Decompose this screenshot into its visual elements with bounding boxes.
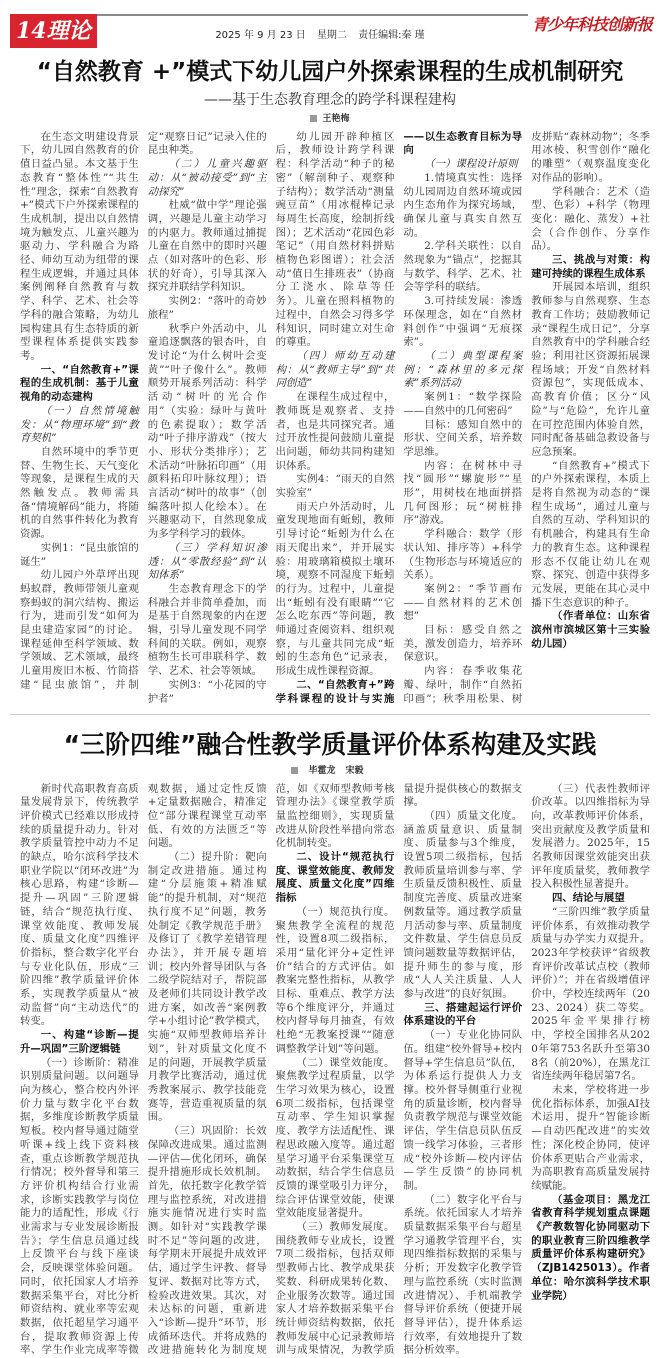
- newspaper-logo: 青少年科技创新报: [531, 15, 652, 34]
- paragraph: 2.学科关联性：以自然现象为“锚点”，挖掘其与数学、科学、艺术、社会等学科的联结。: [403, 240, 523, 294]
- subsection-heading: （二）儿童兴趣驱动：从“被动接受”到“主动探究”: [147, 158, 267, 198]
- section-heading: 一、“自然教育+”课程的生成机制：基于儿童视角的动态建构: [20, 363, 139, 404]
- paragraph: 学科融合：数学（形状认知、排序等）+科学（生物形态与环境适应的关系）。: [403, 528, 523, 582]
- paragraph: 杜威“做中学”理论强调，兴趣是儿童主动学习的内驱力。教师通过捕捉儿童在自然中的即时兴趣点（如对落叶的色彩、形状的好奇），引导其深入探究并联结学科知识。: [147, 199, 267, 294]
- paragraph: 内容：春季收集花瓣、绿叶，制作“自然拓印画”；秋季用松果、树皮拼贴“森林动物”；冬季用冰棱、积雪创作“融化的雕塑”（观察温度变化对作品的影响）。: [403, 130, 650, 705]
- paragraph: （一）诊断阶：精准识别质量问题。以问题导向为核心，整合校内外评价力量与数字化平台数据，多维度诊断教学质量短板。校内督导通过随堂听课+线上线下资料核查，重点诊断教学规范执行情况；校外督导和第三方评价机构结合行业需求，诊断实践教学与岗位能力的适配性，形成《行业需求与专业发展诊断报告》；学生信息员通过线上反馈平台与线下座谈会，反映课堂体验问题。同时，依托国家人才培养数据采集平台，对比分析师资结构、就业率等宏观数据，依托超星学习通平台，提取教师资源上传率、学生作业完成率等微观数据，通过定性反馈+定量数据融合，精准定位“部分课程课堂互动率低、有效的方法匮乏”等问题。: [20, 782, 267, 1357]
- header-rule: [88, 14, 528, 16]
- paragraph: （三）代表性教师评价改革。以四维指标为导向，改革教师评价体系，突出贡献度及教学质量和发展潜力。2025年，15名教师因课堂效能突出获评年度质量奖，教师教学投入积极性显著提升。: [531, 782, 650, 891]
- paragraph: 在课程生成过程中，教师既是观察者、支持者，也是共同探究者。通过开放性提问鼓励儿童提出问题，师幼共同构建知识体系。: [275, 391, 395, 472]
- article2-author: 宋毅: [345, 765, 364, 776]
- dateline: [150, 26, 490, 41]
- author-note: （作者单位：山东省滨州市滨城区第十三实验幼儿园）: [531, 610, 650, 650]
- paragraph: 案例2：“季节画布——自然材料的艺术创想”: [403, 582, 523, 623]
- section-heading: 二、“自然教育+”跨学科课程的设计与实施——以生态教育目标为导向: [275, 130, 523, 705]
- paragraph: 生态教育理念下的学科融合并非简单叠加，而是基于自然现象的内在逻辑，引导儿童发现不同学科间的关联。例如，观察植物生长可串联科学、数学、艺术、社会等领域。: [147, 582, 267, 678]
- issue-weekday: 星期二: [316, 30, 347, 41]
- article1-body: [20, 131, 650, 707]
- paragraph: （二）提升阶：靶向制定改进措施。通过构建“分层施策+精准赋能”的提升机制，对“规范执行度不足”问题，教务处制定《教学规范手册》及修订了《教学差错管理办法》，并开展专题培训；校内外督导团队与各二级学院结对子，帮院部及老师们共同设计教学改进方案，如改善“案例教学+小组讨论”教学模式，实施“双师型教师培养计划”，针对质量文化度不足的问题，开展教学质量月教学比赛活动，通过优秀教案展示、教学技能竞赛等，营造重视质量的氛围。: [147, 851, 267, 1124]
- paragraph: 实例3：“小花园的守护者”: [147, 678, 267, 705]
- article1-subtitle: ——基于生态教育理念的跨学科课程建构: [204, 91, 456, 108]
- article1-author: 王艳梅: [322, 113, 350, 124]
- article1-byline: [10, 113, 650, 125]
- issue-date: 2025 年 9 月 23 日: [215, 30, 306, 41]
- paragraph: 幼儿园户外草坪出现蚂蚁群，教师带领儿童观察蚂蚁的洞穴结构、搬运行为，进而引发“如何为昆虫建造家园”的讨论。课程延伸至科学领域、数学领域、艺术领域，最终儿童用废旧木板、竹筒搭建“昆虫旅馆”，并制定“观察日记”记录入住的昆虫种类。: [20, 130, 267, 691]
- subsection-heading: （一）课程设计原则: [424, 158, 518, 171]
- paragraph: （一）规范执行度。聚焦教学全流程的规范性，设置8项二级指标，采用“量化评分+定性评价”结合的方式评估。如教案完整性指标，从教学目标、重难点、教学方法等6个维度评分，并通过校内督导每月抽查，有效杜绝“无教案授课”“随意调整教学计划”等问题。: [275, 905, 395, 1055]
- section-heading: 三、挑战与对策：构建可持续的课程生成体系: [531, 254, 650, 280]
- paragraph: 实例4：“雨天的自然实验室”: [275, 473, 395, 500]
- paragraph: 3.可持续发展：渗透环保理念，如在“自然材料创作”中强调“无痕探索”。: [403, 295, 523, 349]
- section-heading: 三、搭建起运行评价体系建设的平台: [403, 1001, 523, 1028]
- paragraph: （二）数字化平台与系统。依托国家人才培养质量数据采集平台与超星学习通教学管理平台，实现四维指标数据的采集与分析；开发数字化教学管理与监控系统（实时监测改进情况）、手机端教学督导评价系统（便捷开展督导评估），提升体系运行效率，有效地提升了数据分析效率。: [403, 1193, 523, 1357]
- paragraph: 未来，学校将进一步优化指标体系，加强AI技术运用，提升“智能诊断—自动匹配改进”的实效性；深化校企协同，使评价体系更贴合产业需求，为高职教育高质量发展持续赋能。: [531, 1084, 650, 1192]
- subsection-heading: （三）学科知识渗透：从“零散经验”到“认知体系”: [147, 541, 267, 582]
- paragraph: 新时代高职教育高质量发展背景下，传统教学评价模式已经难以形成持续的质量提升动力。针对教学质量管控中动力不足的缺点，哈尔滨科学技术职业学院以“闭环改进”为核心思路，构建“诊断—提升—巩固”三阶逻辑链，结合“规范执行度、课堂效能度、教师发展度、质量文化度”四维评价指标，整合数字化平台与专业化队伍，形成“三阶四维”教学质量评价体系，实现教学质量从“被动监督”向“主动迭代”的转变。: [20, 782, 139, 1028]
- subsection-heading: （一）自然情境触发：从“物理环境”到“教育契机”: [20, 404, 139, 445]
- paragraph: 案例1：“数学探险——自然中的几何密码”: [403, 391, 523, 417]
- article1-title: “自然教育 +”模式下幼儿园户外探索课程的生成机制研究: [36, 59, 624, 85]
- paragraph: （三）巩固阶：长效保障改进成果。通过监测—评估—优化闭环，确保提升措施形成长效机制。首先，依托数字化教学管理与监控系统，对改进措施实施情况进行实时监测。如针对“实践教学课时不足”等问题的改进，每学期末开展提升成效评估，通过学生评教、督导复评、数据对比等方式，检验改进效果。其次，对未达标的问题，重新进入“诊断—提升”环节，形成循环迭代。并将成熟的改进措施转化为制度规范，如《双师型教师考核管理办法》《课堂教学质量监控细则》，实现质量改进从阶段性举措向常态化机制转变。: [147, 782, 395, 1357]
- article2-author: 毕霍龙: [308, 765, 336, 776]
- paragraph: 实例1：“昆虫旅馆的诞生”: [20, 541, 139, 568]
- paragraph: 内容：在树林中寻找“圆形”“螺旋形”“星形”，用树枝在地面拼搭几何图形；玩“树桩排序”游戏。: [403, 459, 523, 527]
- byline-square-icon: [310, 115, 317, 122]
- article2-byline: [10, 765, 650, 777]
- section-heading: 四、结论与展望: [551, 892, 625, 905]
- section-heading: 一、构建“诊断—提升—巩固”三阶逻辑链: [20, 1029, 139, 1055]
- paragraph: 雨天户外活动时，儿童发现地面有蚯蚓，教师引导讨论“蚯蚓为什么在雨天爬出来”，并开展实验：用玻璃箱模拟土壤环境，观察不同湿度下蚯蚓的行为。过程中，儿童提出“蚯蚓有没有眼睛”“它怎么吃东西”等问题，教师通过查阅资料、组织观察，与儿童共同完成“蚯蚓的生态角色”记录表，形成生成性课程资源。: [275, 500, 395, 678]
- paragraph: 在生态文明建设背景下，幼儿园自然教育的价值日益凸显。本文基于生态教育“整体性”“共生性”理念，探索“自然教育+”模式下户外探索课程的生成机制，提出以自然情境为触发点、儿童兴趣为驱动力、学科融合为路径、师幼互动为纽带的课程生成逻辑，并通过具体案例阐释自然教育与数学、科学、艺术、社会等学科的融合策略，为幼儿园构建具有生态特质的新型课程体系提供实践参考。: [20, 130, 139, 362]
- paragraph: 1.情境真实性：选择幼儿园周边自然环境或园内生态角作为探究场域，确保儿童与真实自然互动。: [403, 171, 523, 239]
- paragraph: （四）质量文化度。涵盖质量意识、质量制度、质量参与3个维度，设置5项二级指标，包括教师质量培训参与率、学生质量反馈积极性、质量制度完善度、质量改进案例数量等。通过教学质量月活动参与率、质量制度文件数量、学生信息员反馈问题数量等数据评估，提升师生的参与度，形成“人人关注质量、人人参与改进”的良好氛围。: [403, 809, 523, 1001]
- paragraph: （二）课堂效能度。聚焦教学过程质量，以学生学习效果为核心，设置6项二级指标，包括课堂互动率、学生知识掌握度、教学方法适配性、课程思政融入度等。通过超星学习通平台采集课堂互动数据，结合学生信息员反馈的课堂吸引力评分，综合评估课堂效能，使课堂效能度显著提升。: [275, 1056, 395, 1220]
- byline-square-icon: [291, 767, 298, 774]
- paragraph: （三）教师发展度。围绕教师专业成长，设置7项二级指标，包括双师型教师占比、教学成果获奖数、科研成果转化数、企业服务次数等。通过国家人才培养数据采集平台统计师资结构数据，依托教师发展中心记录教师培训与成果情况，为教学质量提升提供核心的数据支撑。: [275, 782, 523, 1357]
- paragraph: 学科融合：艺术（造型、色彩）+科学（物理变化：融化、蒸发）+社会（合作创作、分享作品）。: [531, 185, 650, 253]
- paragraph: （一）专业化协同队伍。组建“校外督导+校内督导+学生信息员”队伍，为体系运行提供人力支撑。校外督导侧重行业视角的质量诊断，校内督导负责教学规范与课堂效能评估，学生信息员队伍反馈一线学习体验，三者形成“校外诊断—校内评估—学生反馈”的协同机制。: [403, 1029, 523, 1192]
- author-note: （基金项目：黑龙江省教育科学规划重点课题《产教数智化协同驱动下的职业教育三阶四维教学质量评价体系构建研究》（ZJB1425013）。作者单位：哈尔滨科学技术职业学院）: [531, 1193, 650, 1302]
- subsection-heading: （二）典型课程案例：“森林里的多元探索”系列活动: [403, 350, 523, 390]
- section-heading: 二、设计“规范执行度、课堂效能度、教师发展度、质量文化度”四维指标: [275, 851, 395, 905]
- editor: 责任编辑:秦 瑾: [358, 30, 425, 41]
- article2-body: [20, 783, 650, 1358]
- section-label: 14理论: [10, 14, 97, 48]
- paragraph: 开展园本培训，组织教师参与自然观察、生态教育工作坊；鼓励教师记录“课程生成日记”，分享自然教育中的学科融合经验；利用社区资源拓展课程场域；开发“自然材料资源包”，实现低成本、高教育价值；区分“风险”与“危险”，允许儿童在可控范围内体验自然，同时配备基础急救设备与应急预案。: [531, 281, 650, 458]
- article-divider: [10, 714, 650, 715]
- subsection-heading: （四）师幼互动建构：从“教师主导”到“共同创造”: [275, 350, 395, 390]
- paragraph: “自然教育+”模式下的户外探索课程，本质上是将自然视为动态的“课程生成场”，通过儿童与自然的互动、学科知识的有机融合，构建具有生命力的教育生态。这种课程形态不仅能让幼儿在观察、探究、创造中获得多元发展，更能在其心灵中播下生态意识的种子。: [531, 459, 650, 609]
- article2-title: “三阶四维”融合性教学质量评价体系构建及实践: [63, 730, 597, 760]
- paragraph: 幼儿园开辟种植区后，教师设计跨学科课程：科学活动“种子的秘密”（解剖种子、观察种子结构）；数学活动“测量豌豆苗”（用冰棍棒记录每周生长高度，绘制折线图）；艺术活动“花园色彩笔记”（用自然材料拼贴植物色彩图谱）；社会活动“值日生排班表”（协商分工浇水、除草等任务）。儿童在照料植物的过程中，自然会习得多学科知识，同时建立对生命的尊重。: [275, 130, 395, 349]
- paragraph: 目标：感受自然之美，激发创造力，培养环保意识。: [403, 624, 523, 664]
- paragraph: “三阶四维”教学质量评价体系，有效推动教学质量与办学实力双提升。2023年学校获评“省级教育评价改革试点校（教师评价）”；并在省级增值评价中，学校连续两年（2023、2024）获二等奖。2025年金平果排行榜中，学校全国排名从2020年第753名跃升至第308名（前20%），在黑龙江省连续两年稳居第7名。: [531, 905, 650, 1083]
- paragraph: 目标：感知自然中的形状、空间关系，培养数学思维。: [403, 418, 523, 458]
- masthead: [0, 0, 660, 52]
- paragraph: 自然环境中的季节更替、生物生长、天气变化等现象，是课程生成的天然触发点。教师需具备“情境解码”能力，将随机的自然事件转化为教育资源。: [20, 445, 139, 541]
- paragraph: 实例2：“落叶的奇妙旅程”: [147, 295, 267, 321]
- paragraph: 秋季户外活动中，儿童追逐飘落的银杏叶，自发讨论“为什么树叶会变黄”“叶子像什么”。教师顺势开展系列活动：科学活动“树叶的光合作用”（实验：绿叶与黄叶的色素提取）；数学活动“叶子排序游戏”（按大小、形状分类排序）；艺术活动“叶脉拓印画”（用颜料拓印叶脉纹理）；语言活动“树叶的故事”（创编落叶拟人化绘本）。在兴趣驱动下，自然现象成为多学科学习的载体。: [147, 322, 267, 541]
